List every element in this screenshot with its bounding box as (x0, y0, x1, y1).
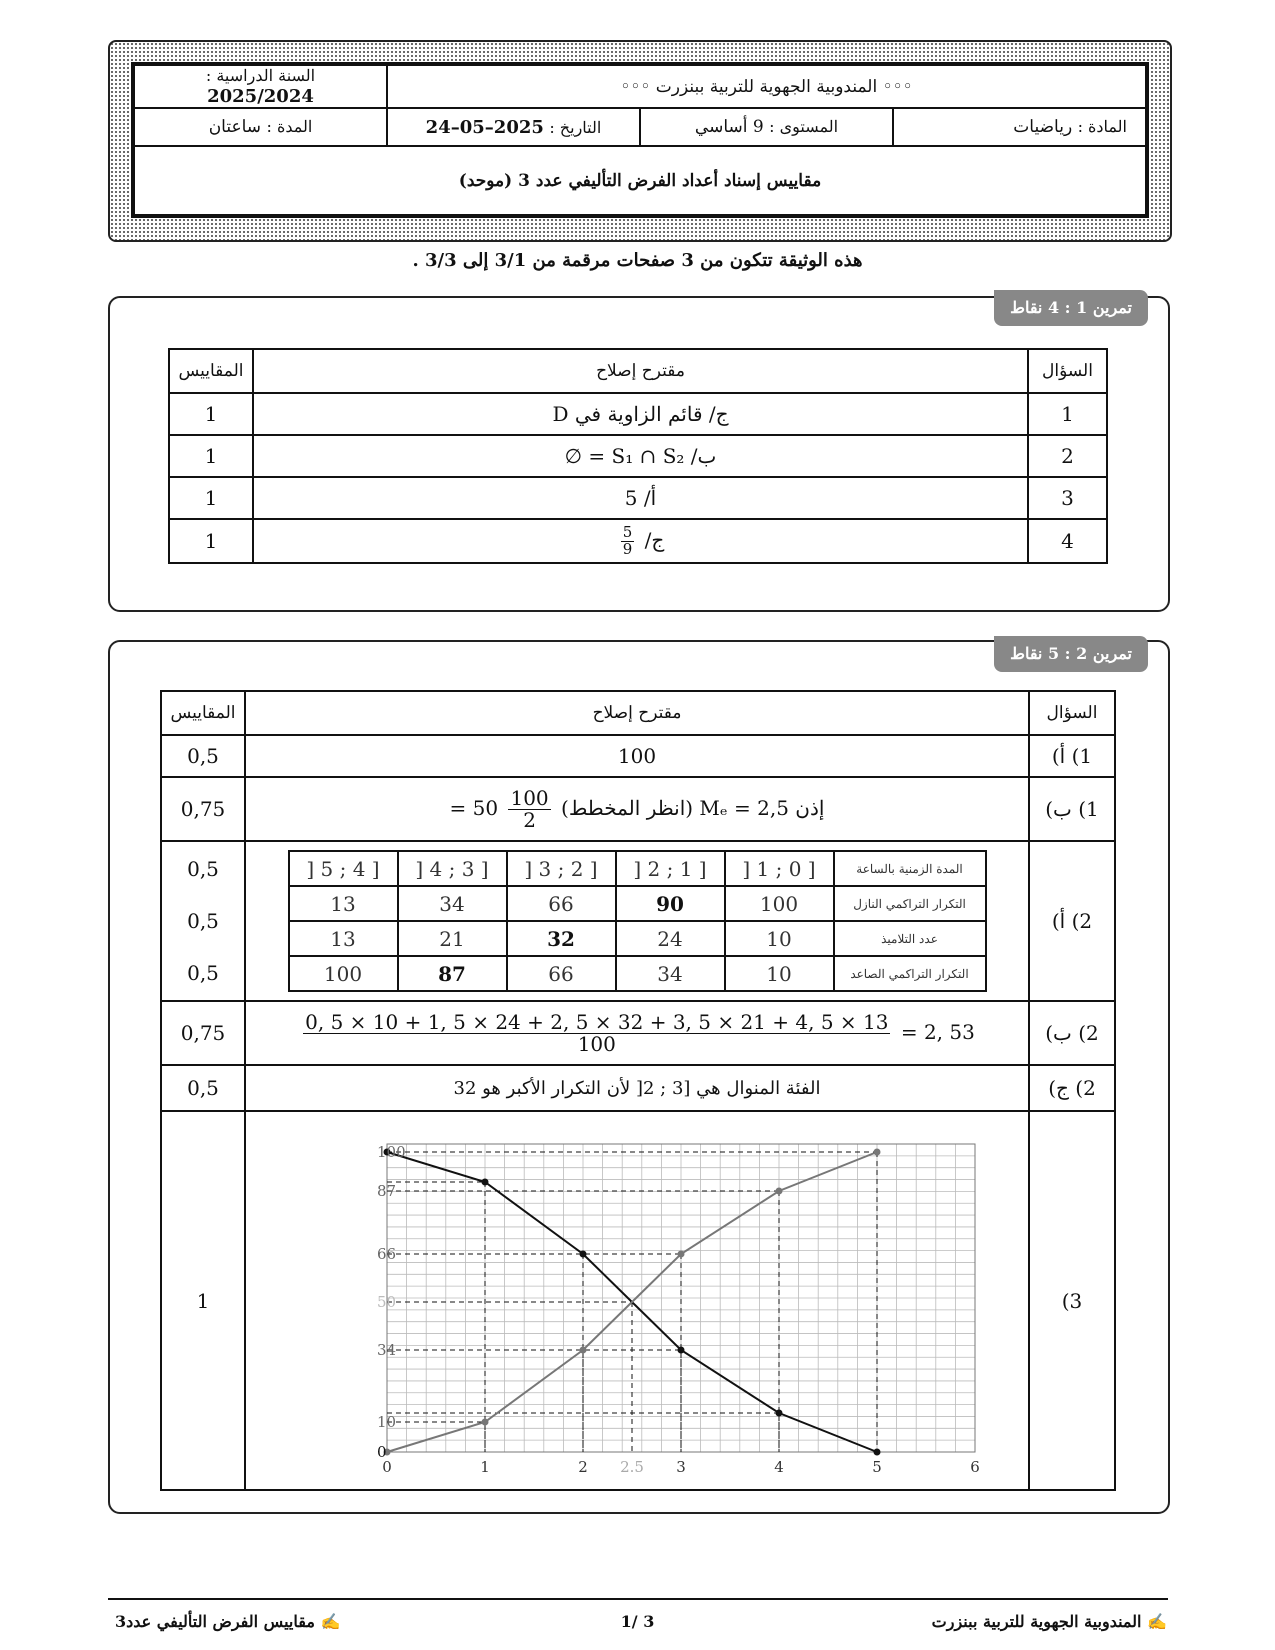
y-tick-label: 66 (377, 1245, 397, 1263)
footer-right: ✍ المندوبية الجهوية للتربية ببنزرت (931, 1612, 1167, 1631)
table-row: 2) ج) الفئة المنوال هي [3 ; 2[ لأن التكرار الأكبر هو 32 0,5 (161, 1065, 1115, 1111)
table-row: 2) ب) $\frac{0, 5 \times 10 + 1, 5 \times 24 + 2, 5 \times 32 + 3, 5 \times 21 + 4, 5 \times 13}{100}$ = 2, 53 0,75 (161, 1001, 1115, 1065)
duration: ساعتان (208, 117, 262, 137)
y-tick-label: 87 (377, 1182, 397, 1200)
exercise1-tab: تمرين 1 : 4 نقاط (994, 290, 1148, 326)
y-tick-label: 10 (377, 1413, 397, 1431)
y-tick-label: 34 (377, 1341, 397, 1359)
table-row: 1 ج/ قائم الزاوية في D 1 (169, 393, 1107, 435)
document-note: هذه الوثيقة تتكون من 3 صفحات مرقمة من 3/1 إلى 3/3 . (412, 250, 863, 271)
point-ascending (482, 1419, 489, 1426)
header-score: المقاييس (161, 691, 245, 735)
point-ascending (874, 1149, 881, 1156)
x-tick-label: 4 (774, 1458, 784, 1476)
subject-cell: المادة : رياضيات (893, 108, 1146, 146)
header-answer: مقترح إصلاح (245, 691, 1029, 735)
y-tick-label: 0 (377, 1443, 387, 1461)
table-row: 3) 0 1 2 2.5 3 4 5 6 0 10 34 50 66 87 100 1 (161, 1111, 1115, 1490)
mean-fraction: $\frac{0, 5 \times 10 + 1, 5 \times 24 + 2, 5 \times 32 + 3, 5 \times 21 + 4, 5 \times 13}{100}$ (305, 1009, 889, 1056)
footer-line (108, 1598, 1168, 1600)
point-ascending (678, 1251, 685, 1258)
exercise2-table (160, 690, 1116, 1491)
x-tick-label: 2 (578, 1458, 588, 1476)
exercise1-table (168, 348, 1108, 564)
subject: رياضيات (1013, 117, 1073, 137)
frequency-table: المدة الزمنية بالساعة [ 0 ; 1 [ [ 1 ; 2 [ [ 2 ; 3 [ [ 3 ; 4 [ [ 4 ; 5 [ التكرار التراكمي النازل 100 90 66 34 13 عدد التلاميذ 10 24 32 21 13 التكرار التراكمي الصاعد 10 34 66 87 100 (288, 850, 987, 992)
x-tick-label: 5 (872, 1458, 882, 1476)
level: 9 أساسي (694, 117, 764, 137)
x-tick-label: 0 (382, 1458, 392, 1476)
school-year: 2025/2024 (207, 86, 314, 107)
table-row: 1) أ) 100 0,5 (161, 735, 1115, 777)
x-tick-label: 2.5 (620, 1458, 644, 1476)
x-tick-label: 6 (970, 1458, 980, 1476)
header-question: السؤال (1029, 691, 1115, 735)
fraction: $\frac{5}{9}$ (622, 522, 633, 558)
fraction: $\frac{100}{2}$ (510, 785, 549, 832)
table-row: 4 ج/ $\frac{5}{9}$ 1 (169, 519, 1107, 563)
header-answer: مقترح إصلاح (253, 349, 1028, 393)
point-descending (776, 1410, 783, 1417)
date: 2025–05–24 (425, 116, 544, 138)
footer-left: ✍ مقاييس الفرض التأليفي عدد3 (115, 1612, 341, 1631)
point-descending (580, 1251, 587, 1258)
point-ascending (776, 1188, 783, 1195)
point-ascending (580, 1347, 587, 1354)
y-tick-label: 50 (377, 1293, 397, 1311)
point-descending (678, 1347, 685, 1354)
duration-cell: المدة : ساعتان (134, 108, 387, 146)
point-descending (874, 1449, 881, 1456)
header-question: السؤال (1028, 349, 1107, 393)
school-year-cell: السنة الدراسية : 2025/2024 (134, 65, 387, 108)
table-row: 3 أ/ 5 1 (169, 477, 1107, 519)
table-row: 1) ب) إذن Mₑ = 2,5 (انظر المخطط) $\frac{100}{2}$ = 50 0,75 (161, 777, 1115, 841)
date-cell: التاريخ : 2025–05–24 (387, 108, 640, 146)
x-tick-label: 3 (676, 1458, 686, 1476)
table-row: 2 ب/ S₁ ∩ S₂ = ∅ 1 (169, 435, 1107, 477)
exercise2-tab: تمرين 2 : 5 نقاط (994, 636, 1148, 672)
header-score: المقاييس (169, 349, 253, 393)
x-tick-label: 1 (480, 1458, 490, 1476)
level-cell: المستوى : 9 أساسي (640, 108, 893, 146)
page-title: مقاييس إسناد أعداد الفرض التأليفي عدد 3 (موحد) (134, 146, 1146, 215)
header-box (131, 62, 1149, 218)
page-number: 3 /1 (620, 1612, 655, 1631)
point-descending (482, 1179, 489, 1186)
cumulative-frequency-chart (287, 1112, 987, 1484)
institution: ◦◦◦ المندوبية الجهوية للتربية ببنزرت ◦◦◦ (387, 65, 1146, 108)
y-tick-label: 100 (377, 1143, 406, 1161)
table-row: 2) أ) المدة الزمنية بالساعة [ 0 ; 1 [ [ 1 ; 2 [ [ 2 ; 3 [ [ 3 ; 4 [ [ 4 ; 5 [ التكرار التراكمي النازل 100 90 66 34 13 عدد التلاميذ 10 24 32 21 13 التكرار التراكمي الصاعد 10 34 66 87 100 0,5 0,5 0,5 (161, 841, 1115, 1001)
